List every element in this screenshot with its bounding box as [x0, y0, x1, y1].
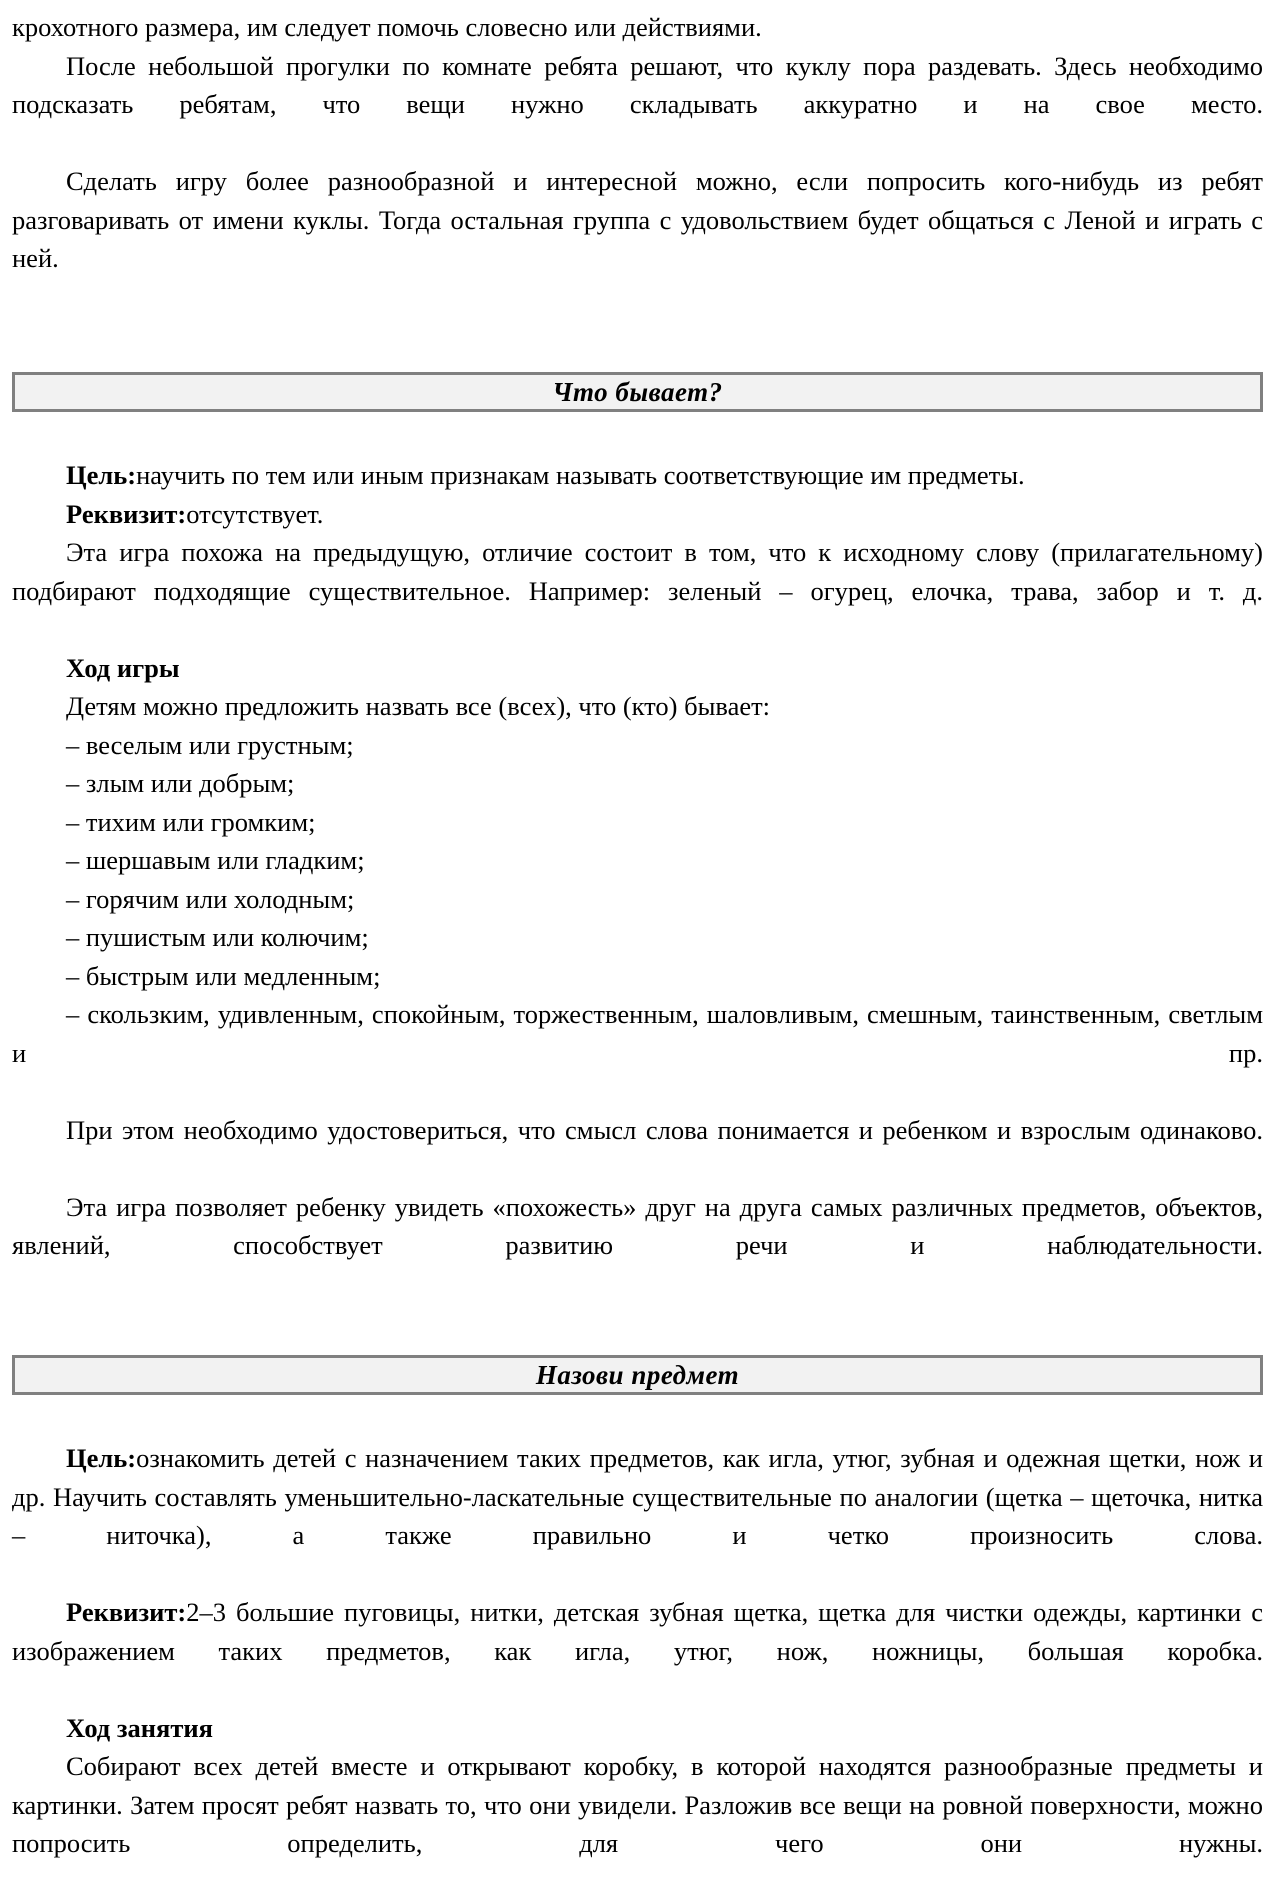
section1-props-line: [12, 495, 1263, 534]
list-item: – шершавым или гладким;: [66, 845, 365, 875]
section1-goal-line: [12, 456, 1263, 495]
section1-procedure-label: [12, 649, 1263, 688]
section1-procedure-intro: Детям можно предложить назвать все (всех), что (кто) бывает:: [66, 691, 771, 721]
spacer-before-section-2: [12, 1303, 1263, 1355]
props-text: отсутствует.: [186, 498, 324, 529]
props-text: 2–3 большие пуговицы, нитки, детская зубная щетка, щетка для чистки одежды, картинки с изображением таких предметов, как игла, утюг, нож, ножницы, большая коробка.: [12, 1597, 1263, 1666]
procedure-label: Ход занятия: [66, 1712, 213, 1743]
section1-description: Эта игра похожа на предыдущую, отличие состоит в том, что к исходному слову (прилагательному) подбирают подходящие существительное. Например: зеленый – огурец, елочка, трава, забор и т. д.: [12, 537, 1263, 606]
procedure-label: Ход игры: [66, 652, 180, 683]
spacer-before-section-1: [12, 316, 1263, 372]
section1-note-1: При этом необходимо удостовериться, что смысл слова понимается и ребенком и взрослым одинаково.: [66, 1114, 1263, 1145]
spacer-after-section-1: [12, 412, 1263, 456]
list-item: – пушистым или колючим;: [66, 922, 369, 952]
section1-note-2: Эта игра позволяет ребенку увидеть «похожесть» друг на друга самых различных предметов, объектов, явлений, способствует развитию речи и наблюдательности.: [12, 1191, 1263, 1260]
goal-text: ознакомить детей с назначением таких предметов, как игла, утюг, зубная и одежная щетки, нож и др. Научить составлять уменьшительно-ласкательные существительные по аналогии (щетка – щеточка, нитка – ниточка), а также правильно и четко произносить слова.: [12, 1443, 1263, 1550]
goal-text: научить по тем или иным признакам называть соответствующие им предметы.: [136, 460, 1025, 490]
list-item: – быстрым или медленным;: [66, 960, 381, 991]
list-item: – веселым или грустным;: [66, 729, 354, 760]
section2-procedure-text: Собирают всех детей вместе и открывают коробку, в которой находятся разнообразные предметы и картинки. Затем просят ребят назвать то, что они увидели. Разложив все вещи на ровной поверхности, можно попросить определить, для чего они нужны.: [12, 1751, 1263, 1858]
props-label: Реквизит:: [66, 498, 187, 529]
section-header-chto-byvaet: [12, 372, 1263, 412]
section2-goal-paragraph: [12, 1439, 1263, 1593]
top-spacer: [12, 0, 1263, 8]
list-item: – злым или добрым;: [66, 768, 295, 798]
list-item: – скользким, удивленным, спокойным, торжественным, шаловливым, смешным, таинственным, светлым и пр.: [12, 999, 1263, 1068]
intro-paragraph-2: Сделать игру более разнообразной и интересной можно, если попросить кого-нибудь из ребят разговаривать от имени куклы. Тогда остальная группа с удовольствием будет общаться с Леной и играть с ней.: [12, 166, 1263, 273]
intro-continued-line: крохотного размера, им следует помочь словесно или действиями.: [12, 12, 762, 42]
goal-label: Цель:: [66, 1443, 137, 1473]
intro-paragraph-1: После небольшой прогулки по комнате ребята решают, что куклу пора раздевать. Здесь необходимо подсказать ребятам, что вещи нужно складывать аккуратно и на свое место.: [12, 50, 1263, 119]
section2-procedure-label: [12, 1709, 1263, 1748]
props-label: Реквизит:: [66, 1597, 187, 1627]
section-title: Назови предмет: [535, 1359, 740, 1390]
list-item: – горячим или холодным;: [66, 883, 355, 914]
list-item: – тихим или громким;: [66, 806, 316, 837]
section-title: Что бывает?: [552, 376, 723, 407]
section2-props-paragraph: [12, 1593, 1263, 1709]
spacer-after-section-2: [12, 1395, 1263, 1439]
goal-label: Цель:: [66, 460, 137, 490]
section-header-nazovi-predmet: [12, 1355, 1263, 1395]
